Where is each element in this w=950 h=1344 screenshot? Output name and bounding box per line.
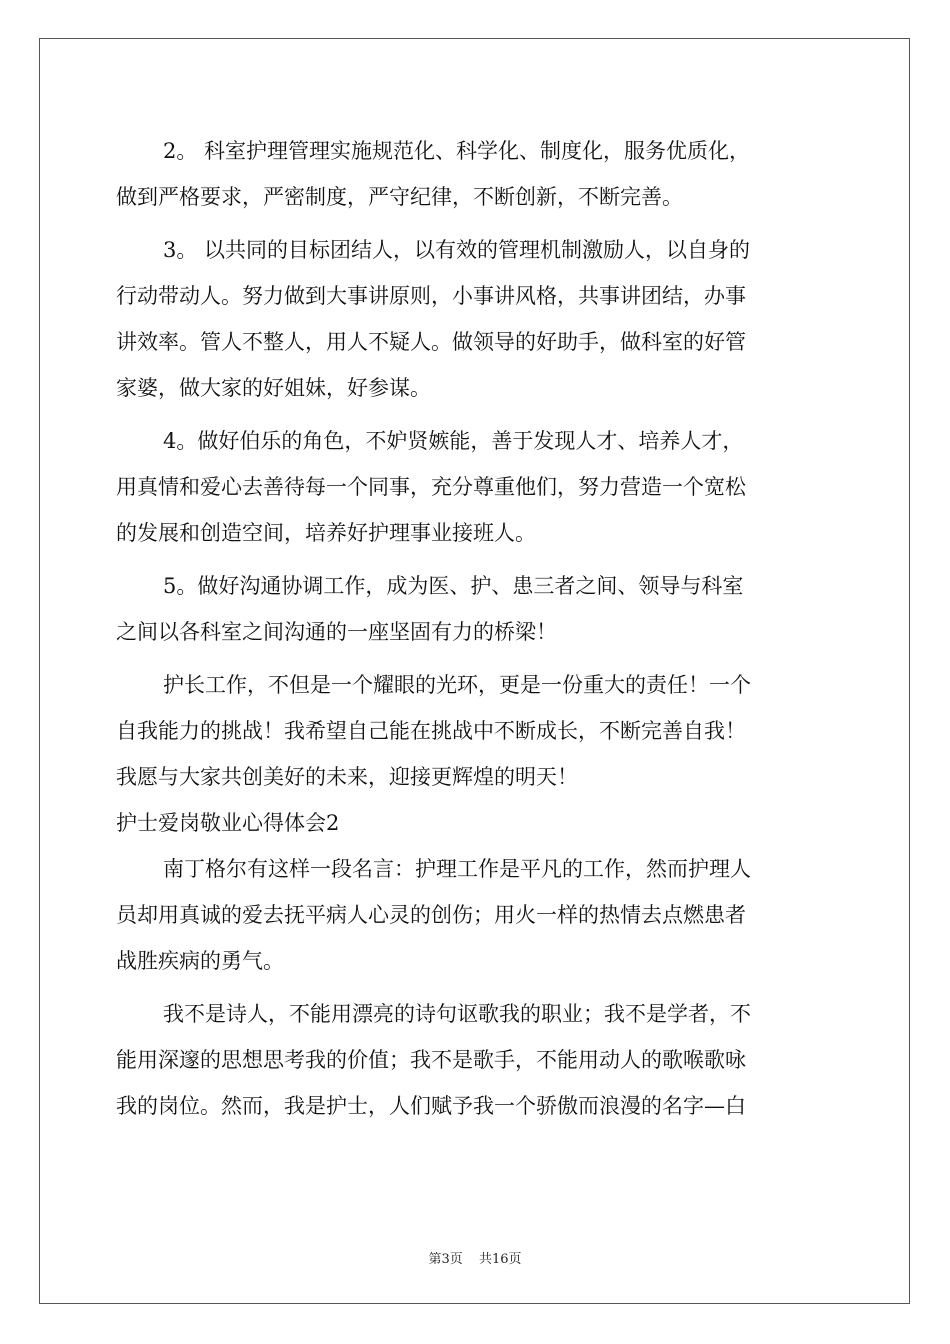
text-line: 我的岗位。然而，我是护士，人们赋予我一个骄傲而浪漫的名字—白 — [116, 1094, 746, 1118]
paragraph-5 — [116, 563, 836, 655]
text-line: 我不是诗人，不能用漂亮的诗句讴歌我的职业；我不是学者，不 — [163, 1002, 751, 1026]
text-line: 讲效率。管人不整人，用人不疑人。做领导的好助手，做科室的好管 — [116, 330, 746, 354]
page-number-current: 第3页 — [428, 1252, 463, 1267]
text-line: 4。做好伯乐的角色，不妒贤嫉能，善于发现人才、培养人才， — [163, 429, 744, 453]
section-heading: 护士爱岗敬业心得体会2 — [116, 811, 340, 835]
text-line: 的发展和创造空间，培养好护理事业接班人。 — [116, 521, 536, 545]
paragraph-6 — [116, 662, 836, 800]
text-line: 护长工作，不但是一个耀眼的光环，更是一份重大的责任！一个 — [163, 673, 751, 697]
text-line: 用真情和爱心去善待每一个同事，充分尊重他们，努力营造一个宽松 — [116, 475, 746, 499]
text-line: 自我能力的挑战！我希望自己能在挑战中不断成长，不断完善自我！ — [116, 719, 746, 743]
page-footer — [0, 1248, 950, 1267]
paragraph-2 — [116, 128, 836, 220]
text-line: 2。 科室护理管理实施规范化、科学化、制度化，服务优质化， — [163, 139, 751, 163]
text-line: 能用深邃的思想思考我的价值；我不是歌手，不能用动人的歌喉歌咏 — [116, 1048, 746, 1072]
paragraph-8 — [116, 991, 836, 1129]
text-line: 家婆，做大家的好姐妹，好参谋。 — [116, 376, 431, 400]
page-number-total: 共16页 — [478, 1252, 522, 1267]
paragraph-7 — [116, 846, 836, 984]
text-line: 之间以各科室之间沟通的一座坚固有力的桥梁！ — [116, 620, 557, 644]
paragraph-4 — [116, 418, 836, 556]
text-line: 做到严格要求，严密制度，严守纪律，不断创新，不断完善。 — [116, 185, 683, 209]
document-body — [116, 128, 836, 1129]
text-line: 战胜疾病的勇气。 — [116, 949, 284, 973]
paragraph-3 — [116, 227, 836, 411]
text-line: 5。做好沟通协调工作，成为医、护、患三者之间、领导与科室 — [163, 574, 744, 598]
text-line: 我愿与大家共创美好的未来，迎接更辉煌的明天！ — [116, 765, 578, 789]
text-line: 3。 以共同的目标团结人，以有效的管理机制激励人，以自身的 — [163, 238, 751, 262]
text-line: 员却用真诚的爱去抚平病人心灵的创伤；用火一样的热情去点燃患者 — [116, 903, 746, 927]
text-line: 行动带动人。努力做到大事讲原则，小事讲风格，共事讲团结，办事 — [116, 284, 746, 308]
text-line: 南丁格尔有这样一段名言：护理工作是平凡的工作，然而护理人 — [163, 857, 751, 881]
